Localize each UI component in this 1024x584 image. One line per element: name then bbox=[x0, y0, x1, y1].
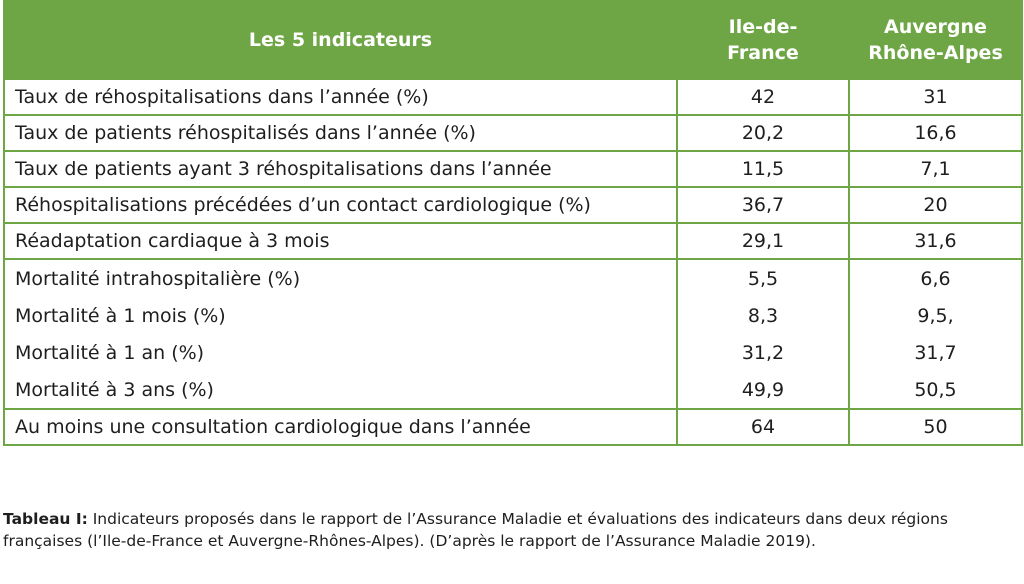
table-row bbox=[4, 371, 1022, 409]
header-auvergne-line2: Rhône-Alpes bbox=[868, 42, 1003, 64]
ile-de-france-value: 31,2 bbox=[677, 334, 849, 371]
header-auvergne-line1: Auvergne bbox=[884, 16, 987, 38]
header-ile-de-france-line1: Ile-de- bbox=[728, 16, 798, 38]
auvergne-rhone-alpes-value: 7,1 bbox=[849, 151, 1022, 187]
ile-de-france-value: 64 bbox=[677, 409, 849, 445]
table-row bbox=[4, 409, 1022, 445]
auvergne-rhone-alpes-value: 31,7 bbox=[849, 334, 1022, 371]
auvergne-rhone-alpes-value: 9,5, bbox=[849, 297, 1022, 334]
indicator-label: Taux de réhospitalisations dans l’année (%) bbox=[4, 79, 677, 115]
ile-de-france-value: 49,9 bbox=[677, 371, 849, 409]
caption-text: Indicateurs proposés dans le rapport de l’Assurance Maladie et évaluations des indicateurs dans deux régions françaises (l’Ile-de-France et Auvergne-Rhônes-Alpes). (D’après le rapport de l’Assurance Maladie 2019). bbox=[3, 510, 948, 550]
table-row bbox=[4, 115, 1022, 151]
indicator-label: Taux de patients ayant 3 réhospitalisations dans l’année bbox=[4, 151, 677, 187]
indicators-table bbox=[3, 0, 1023, 446]
header-ile-de-france-line2: France bbox=[727, 42, 799, 64]
ile-de-france-value: 29,1 bbox=[677, 223, 849, 259]
ile-de-france-value: 5,5 bbox=[677, 259, 849, 297]
table-row bbox=[4, 79, 1022, 115]
indicator-label: Taux de patients réhospitalisés dans l’année (%) bbox=[4, 115, 677, 151]
indicator-label: Mortalité à 1 an (%) bbox=[4, 334, 677, 371]
auvergne-rhone-alpes-value: 20 bbox=[849, 187, 1022, 223]
header-row bbox=[4, 1, 1022, 79]
table-caption bbox=[3, 508, 1019, 552]
indicator-label: Réhospitalisations précédées d’un contact cardiologique (%) bbox=[4, 187, 677, 223]
ile-de-france-value: 8,3 bbox=[677, 297, 849, 334]
ile-de-france-value: 42 bbox=[677, 79, 849, 115]
ile-de-france-value: 36,7 bbox=[677, 187, 849, 223]
auvergne-rhone-alpes-value: 16,6 bbox=[849, 115, 1022, 151]
table-row bbox=[4, 259, 1022, 297]
table-row bbox=[4, 297, 1022, 334]
caption-label: Tableau I: bbox=[3, 510, 88, 528]
auvergne-rhone-alpes-value: 31 bbox=[849, 79, 1022, 115]
header-ile-de-france bbox=[677, 1, 849, 79]
auvergne-rhone-alpes-value: 31,6 bbox=[849, 223, 1022, 259]
table-row bbox=[4, 334, 1022, 371]
auvergne-rhone-alpes-value: 50 bbox=[849, 409, 1022, 445]
indicator-label: Réadaptation cardiaque à 3 mois bbox=[4, 223, 677, 259]
indicator-label: Mortalité à 1 mois (%) bbox=[4, 297, 677, 334]
auvergne-rhone-alpes-value: 50,5 bbox=[849, 371, 1022, 409]
table-row bbox=[4, 187, 1022, 223]
ile-de-france-value: 20,2 bbox=[677, 115, 849, 151]
indicator-label: Mortalité intrahospitalière (%) bbox=[4, 259, 677, 297]
indicator-label: Mortalité à 3 ans (%) bbox=[4, 371, 677, 409]
ile-de-france-value: 11,5 bbox=[677, 151, 849, 187]
auvergne-rhone-alpes-value: 6,6 bbox=[849, 259, 1022, 297]
header-auvergne-rhone-alpes bbox=[849, 1, 1022, 79]
header-indicators: Les 5 indicateurs bbox=[4, 1, 677, 79]
table-row bbox=[4, 223, 1022, 259]
indicator-label: Au moins une consultation cardiologique dans l’année bbox=[4, 409, 677, 445]
table-row bbox=[4, 151, 1022, 187]
